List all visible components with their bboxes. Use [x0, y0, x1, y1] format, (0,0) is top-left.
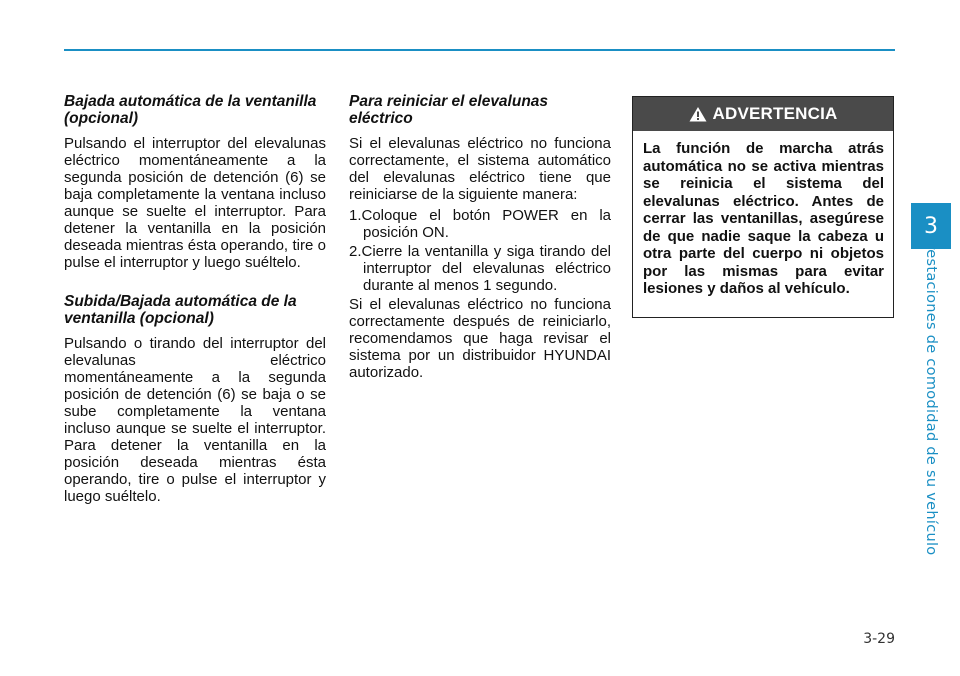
warning-text: La función de marcha atrás automática no se activa mientras se reinicia el sistema del elevalunas eléctrico. Antes de cerrar las ventanillas, asegúrese de que nadie saque la cabeza u otra parte del cuerpo ni objetos por las mismas para evitar lesiones y daños al vehículo.	[643, 140, 884, 297]
warning-box	[632, 96, 894, 318]
chapter-tab: 3	[911, 203, 951, 249]
reset-step: 1.Coloque el botón POWER en la posición ON.	[349, 207, 611, 241]
top-rule	[64, 49, 895, 51]
reset-intro: Si el elevalunas eléctrico no funciona correctamente, el sistema automático del elevalunas eléctrico tiene que reiniciarse de la siguiente manera:	[349, 135, 611, 203]
section-body-auto-down: Pulsando el interruptor del elevalunas eléctrico momentáneamente a la segunda posición de detención (6) se baja completamente la ventana incluso aunque se suelte el interruptor. Para detener la ventanilla en la posición deseada mientras ésta operando, tire o pulse el interruptor y luego suéltelo.	[64, 135, 326, 271]
left-column	[64, 93, 326, 505]
middle-column	[349, 93, 611, 381]
page-number: 3-29	[863, 631, 895, 647]
section-title-auto-up-down: Subida/Bajada automática de la ventanilla (opcional)	[64, 293, 297, 327]
section-title-auto-down: Bajada automática de la ventanilla (opcional)	[64, 93, 317, 127]
warning-header	[633, 97, 893, 131]
section-title-reset: Para reiniciar el elevalunas eléctrico	[349, 93, 549, 127]
section-body-auto-up-down: Pulsando o tirando del interruptor del elevalunas eléctrico momentáneamente a la segunda posición de detención (6) se baja o se sube completamente la ventana incluso aunque se suelte el interruptor. Para detener la ventanilla en la posición deseada mientras ésta operando, tire o pulse el interruptor y luego suéltelo.	[64, 335, 326, 505]
reset-outro: Si el elevalunas eléctrico no funciona correctamente después de reiniciarlo, recomendamos que haga revisar el sistema por un distribuidor HYUNDAI autorizado.	[349, 296, 611, 381]
chapter-title: Prestaciones de comodidad de su vehículo	[923, 234, 939, 556]
reset-step: 2.Cierre la ventanilla y siga tirando del interruptor del elevalunas eléctrico durante al menos 1 segundo.	[349, 243, 611, 294]
warning-label: ADVERTENCIA	[712, 104, 838, 123]
warning-triangle-icon	[689, 106, 707, 122]
